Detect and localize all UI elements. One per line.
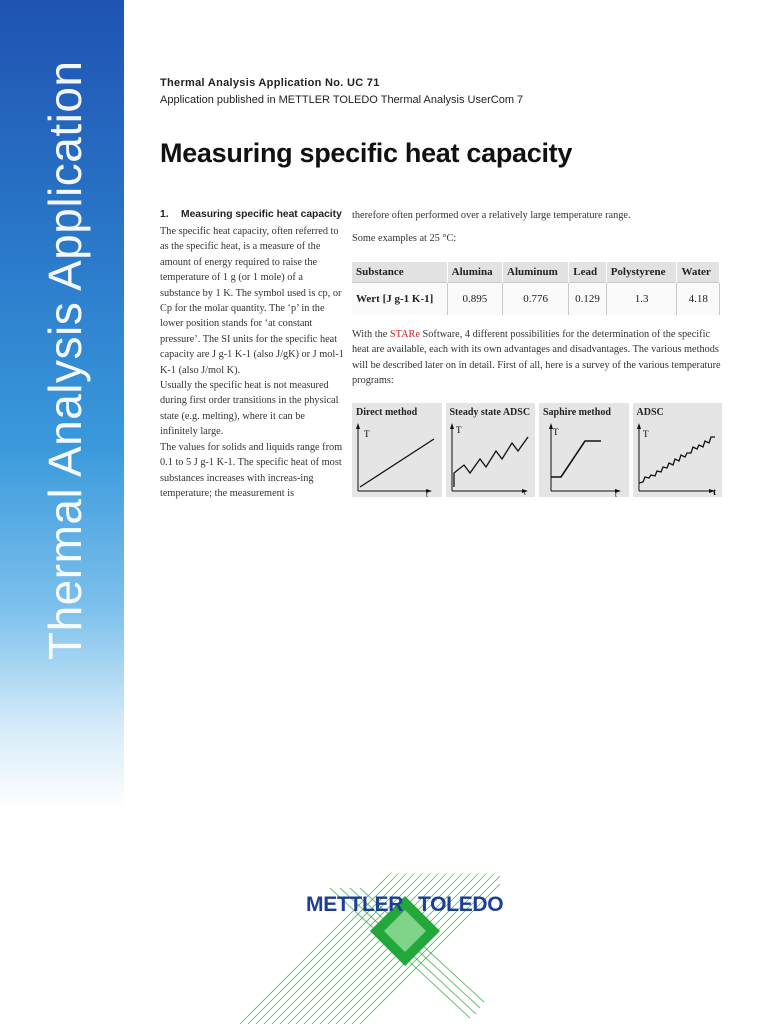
star-prefix: With the: [352, 328, 390, 340]
steady-state-adsc-graph: [446, 403, 535, 497]
table-cell: 0.129: [569, 283, 606, 316]
temperature-program-panels: [352, 403, 722, 497]
table-header-row: [352, 262, 720, 283]
adsc-graph: [633, 403, 722, 497]
mettler-toledo-logo-pattern: [240, 868, 500, 1024]
method-label: Saphire method: [543, 407, 611, 418]
method-panel-saphire: [539, 403, 629, 497]
saphire-method-graph: [539, 403, 628, 497]
examples-intro: Some examples at 25 °C:: [352, 233, 457, 245]
axis-label-x: t: [426, 491, 428, 497]
publication-note: Application published in METTLER TOLEDO Thermal Analysis UserCom 7: [160, 94, 524, 106]
axis-label-y: T: [455, 425, 461, 435]
table-row: [352, 283, 720, 316]
logo-word-toledo: TOLEDO: [418, 893, 504, 916]
axis-label-x: t: [523, 489, 526, 497]
table-row-label: Wert [J g-1 K-1]: [352, 283, 447, 316]
star-text: Software, 4 different possibilities for the determination of the specific heat are available, each with its own advantages and disadvantages. The various methods will be described later on in detail. First of all, here is a survey of the various temperature programs:: [352, 328, 721, 387]
method-panel-adsc: [633, 403, 723, 497]
paragraph-transitions: Usually the specific heat is not measured during first order transitions in the physical state (e.g. melting), where it can be infinitely large.: [160, 380, 339, 438]
axis-label-x: t: [712, 487, 716, 497]
table-cell: 1.3: [606, 283, 677, 316]
section-title: Measuring specific heat capacity: [181, 209, 342, 220]
logo-word-mettler: METTLER: [306, 893, 404, 916]
table-header-cell: Polystyrene: [606, 262, 677, 283]
table-header-cell: Lead: [569, 262, 606, 283]
direct-method-graph: [352, 403, 441, 497]
section-heading: [160, 208, 345, 222]
axis-label-y: T: [364, 429, 370, 439]
paragraph-continuation: therefore often performed over a relatively large temperature range.: [352, 210, 631, 221]
section-number: 1.: [160, 209, 169, 220]
method-label: Direct method: [356, 407, 418, 418]
star-brand: STARe: [389, 328, 420, 340]
table-header-cell: Aluminum: [503, 262, 569, 283]
left-column: [160, 208, 345, 501]
vertical-title: Thermal Analysis Application: [39, 60, 91, 660]
specific-heat-table: [352, 262, 720, 315]
table-cell: 0.895: [447, 283, 502, 316]
method-label: ADSC: [636, 407, 664, 418]
paragraph-star-software: [352, 327, 724, 389]
paragraph-values: The values for solids and liquids range from 0.1 to 5 J g-1 K-1. The specific heat of most substances increases with increas-ing temperature; the measurement is: [160, 441, 343, 499]
page-title: Measuring specific heat capacity: [160, 138, 573, 168]
table-cell: 0.776: [503, 283, 569, 316]
method-panel-direct: [352, 403, 442, 497]
table-header-cell: Substance: [352, 262, 447, 283]
axis-label-y: T: [642, 429, 648, 439]
axis-label-x: t: [615, 491, 617, 497]
sidebar-gradient-band: [0, 0, 124, 810]
paragraph-definition: The specific heat capacity, often referred to as the specific heat, is a measure of the amount of energy required to raise the temperature of 1 g (or 1 mole) of a substance by 1 K. The symbol used is cp, or Cp for the molar quantity. The ‘p’ in the lower position stands for ‘at constant pressure’. The SI units for the specific heat capacity are J g-1 K-1 (also J/gK) or J mol-1 K-1 (also J/mol K).: [160, 226, 344, 376]
table-header-cell: Alumina: [447, 262, 502, 283]
axis-label-y: T: [553, 427, 559, 437]
table-header-cell: Water: [677, 262, 720, 283]
method-panel-steady-state-adsc: [446, 403, 536, 497]
method-label: Steady state ADSC: [449, 407, 531, 418]
application-number: Thermal Analysis Application No. UC 71: [160, 77, 380, 89]
table-cell: 4.18: [677, 283, 720, 316]
